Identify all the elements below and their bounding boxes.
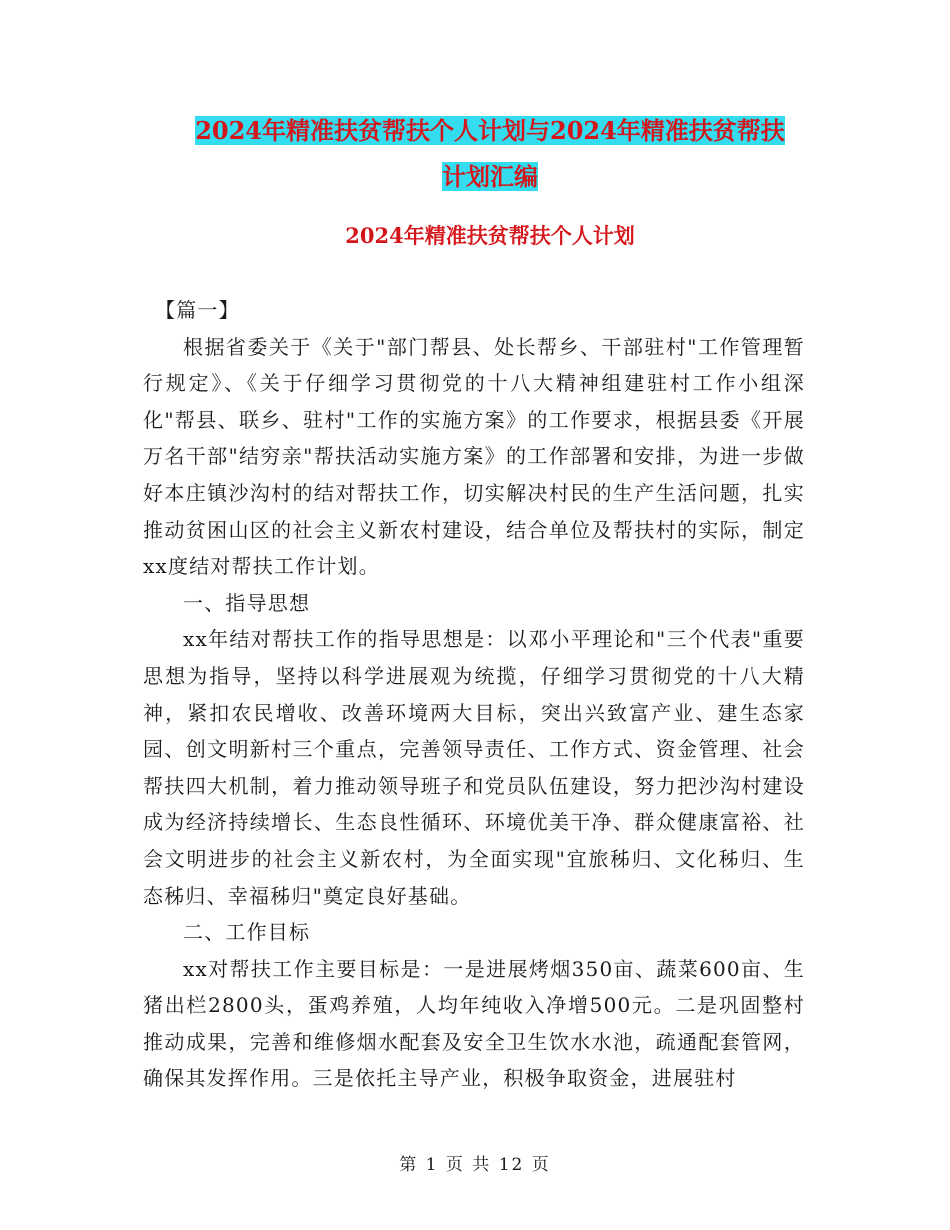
document-title-line-1: 2024年精准扶贫帮扶个人计划与2024年精准扶贫帮扶 <box>195 116 785 145</box>
section-title: 2024年精准扶贫帮扶个人计划 <box>345 223 635 248</box>
part-label: 【篇一】 <box>155 298 240 322</box>
document-body <box>143 292 805 1097</box>
document-title <box>140 108 840 200</box>
page-footer: 第 1 页 共 12 页 <box>399 1155 551 1175</box>
document-title-line-2: 计划汇编 <box>442 162 538 191</box>
paragraph-intro: 根据省委关于《关于"部门帮县、处长帮乡、干部驻村"工作管理暂行规定》、《关于仔细学习贯彻党的十八大精神组建驻村工作小组深化"帮县、联乡、驻村"工作的实施方案》的工作要求，根据县委《开展万名干部"结穷亲"帮扶活动实施方案》的工作部署和安排，为进一步做好本庄镇沙沟村的结对帮扶工作，切实解决村民的生产生活问题，扎实推动贫困山区的社会主义新农村建设，结合单位及帮扶村的实际，制定xx度结对帮扶工作计划。 <box>143 334 805 579</box>
heading-guiding-ideology: 一、指导思想 <box>183 590 311 615</box>
paragraph-guiding-ideology: xx年结对帮扶工作的指导思想是：以邓小平理论和"三个代表"重要思想为指导，坚持以科学进展观为统揽，仔细学习贯彻党的十八大精神，紧扣农民增收、改善环境两大目标，突出兴致富产业、建生态家园、创文明新村三个重点，完善领导责任、工作方式、资金管理、社会帮扶四大机制，着力推动领导班子和党员队伍建设，努力把沙沟村建设成为经济持续增长、生态良性循环、环境优美干净、群众健康富裕、社会文明进步的社会主义新农村，为全面实现"宜旅秭归、文化秭归、生态秭归、幸福秭归"奠定良好基础。 <box>143 627 805 908</box>
paragraph-work-goals: xx对帮扶工作主要目标是：一是进展烤烟350亩、蔬菜600亩、生猪出栏2800头，蛋鸡养殖，人均年纯收入净增500元。二是巩固整村推动成果，完善和维修烟水配套及安全卫生饮水水池，疏通配套管网，确保其发挥作用。三是依托主导产业，积极争取资金，进展驻村 <box>143 956 805 1091</box>
heading-work-goals: 二、工作目标 <box>183 920 311 945</box>
